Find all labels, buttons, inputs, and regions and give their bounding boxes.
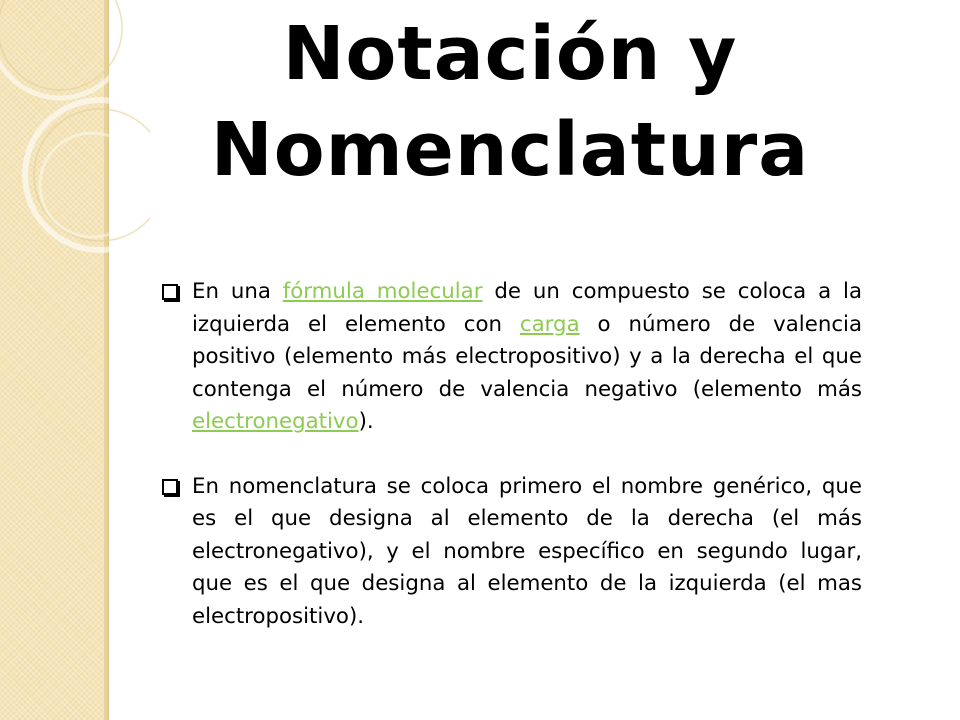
hollow-square-bullet-icon [162, 284, 178, 300]
bullet-text: ). [358, 409, 374, 434]
link-formula-molecular[interactable]: fórmula molecular [282, 279, 483, 304]
bullet-text: En una [192, 279, 283, 304]
bullet-text: En nomenclatura se coloca primero el nombre genérico, que es el que designa al elemento de la derecha (el más electronegativo), y el nombre específico en segundo lugar, que es el que designa al elemento de la izquierda (el mas electropositivo). [192, 473, 862, 629]
title-line-2: Nomenclatura [210, 107, 810, 193]
link-carga[interactable]: carga [519, 311, 580, 337]
bullet-text: o número de valencia positivo (elemento más electropositivo) y a la derecha el que contenga el número de valencia negativo (elemento más [192, 311, 862, 402]
bullet-item [160, 471, 862, 634]
content-body [160, 276, 862, 665]
link-electronegativo[interactable]: electronegativo [192, 409, 359, 434]
bullet-item [160, 276, 862, 439]
title-line-1: Notación y [282, 11, 738, 97]
hollow-square-bullet-icon [162, 479, 178, 495]
bullet-text: de un compuesto se coloca a la izquierda el elemento con [192, 279, 862, 337]
page-title [120, 6, 900, 198]
